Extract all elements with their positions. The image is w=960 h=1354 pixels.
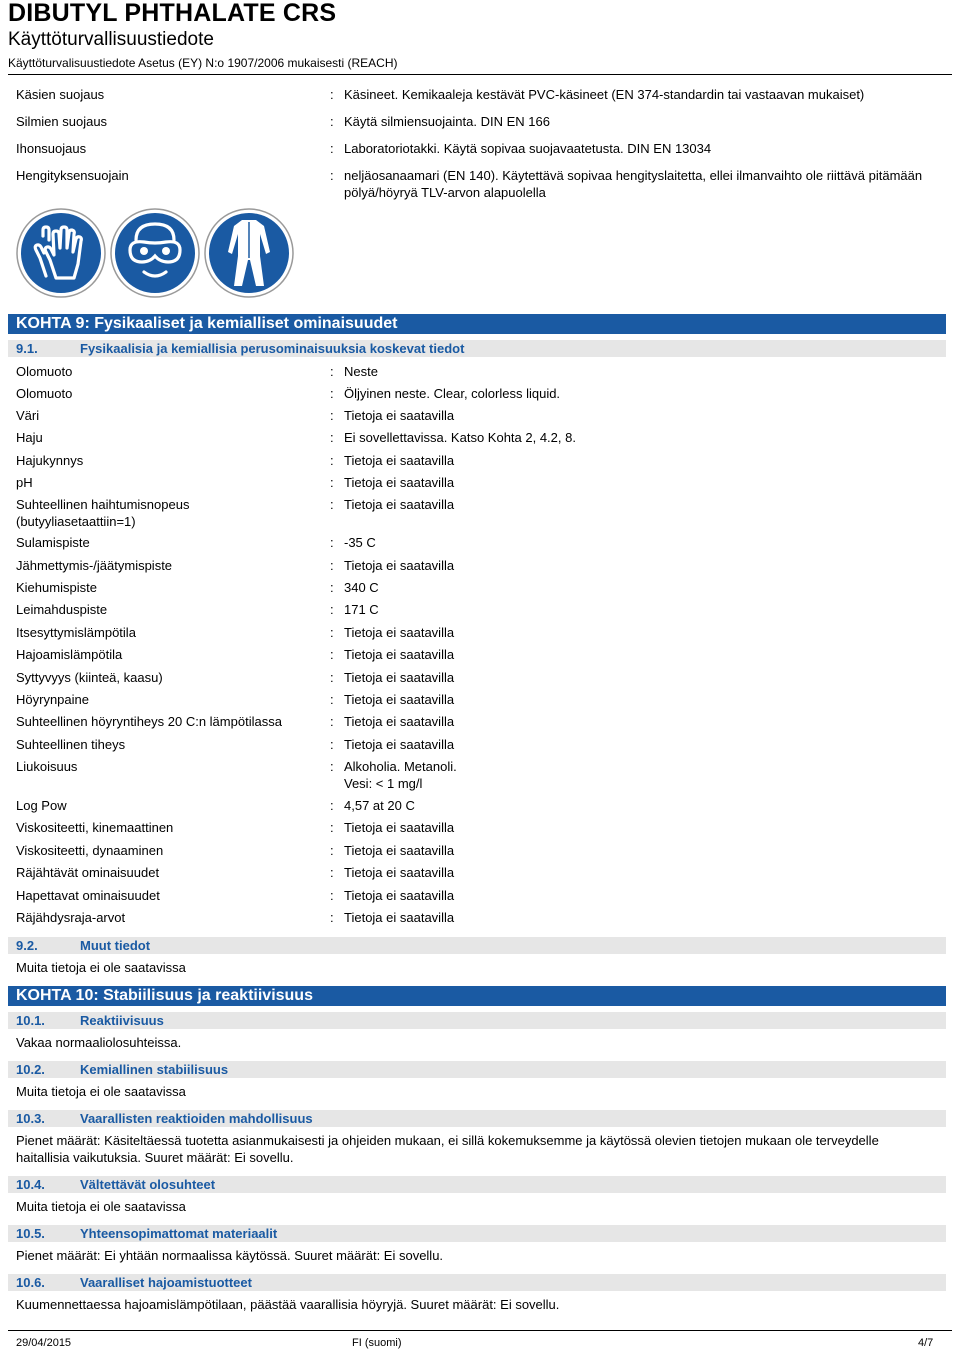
protection-value: Laboratoriotakki. Käytä sopivaa suojavaatetusta. DIN EN 13034 [344,141,712,156]
property-value: Tietoja ei saatavilla [344,475,455,490]
subsection-number: 10.6. [16,1275,45,1290]
section-10-header: KOHTA 10: Stabiilisuus ja reaktiivisuus [8,986,946,1006]
property-value: 340 C [344,580,379,595]
separator: : [330,798,334,813]
section-9-header: KOHTA 9: Fysikaaliset ja kemialliset ominaisuudet [8,314,946,334]
property-value: Öljyinen neste. Clear, colorless liquid. [344,386,561,401]
subsection-title: Vältettävät olosuhteet [80,1177,216,1192]
separator: : [330,558,334,573]
separator: : [330,453,334,468]
subsection-10-5-header [8,1225,946,1242]
property-value: Tietoja ei saatavilla [344,647,455,662]
property-value: Tietoja ei saatavilla [344,843,455,858]
property-label: Viskositeetti, kinemaattinen [16,820,174,835]
footer-page-number: 4/7 [918,1337,934,1349]
property-label: pH [16,475,33,490]
subsection-9-2-header [8,937,946,954]
subsection-10-1-header [8,1012,946,1029]
separator: : [330,497,334,512]
property-label: Syttyvyys (kiinteä, kaasu) [16,670,163,685]
property-value: Alkoholia. Metanoli. [344,759,457,774]
subsection-number: 10.4. [16,1177,45,1192]
separator: : [330,475,334,490]
property-value: Tietoja ei saatavilla [344,865,455,880]
property-label: Haju [16,430,43,445]
subsection-number: 10.5. [16,1226,45,1241]
goggles-icon [110,208,200,298]
subsection-text: Muita tietoja ei ole saatavissa [16,1199,186,1214]
property-label: Väri [16,408,40,423]
subsection-9-1-header [8,340,946,357]
subsection-text: Kuumennettaessa hajoamislämpötilaan, päästää vaarallisia höyryjä. Suuret määrät: Ei sovellu. [16,1297,560,1312]
footer-divider [8,1330,952,1331]
protection-label: Käsien suojaus [16,87,105,102]
separator: : [330,647,334,662]
property-value: Tietoja ei saatavilla [344,714,455,729]
property-label: Kiehumispiste [16,580,97,595]
property-value: Tietoja ei saatavilla [344,737,455,752]
property-value: Tietoja ei saatavilla [344,497,455,512]
separator: : [330,759,334,774]
property-value: Neste [344,364,378,379]
subsection-title: Muut tiedot [80,938,151,953]
ppe-pictograms [16,208,316,300]
subsection-10-2-header [8,1061,946,1078]
separator: : [330,364,334,379]
separator: : [330,141,334,156]
subsection-title: Vaaralliset hajoamistuotteet [80,1275,252,1290]
subsection-text: Muita tietoja ei ole saatavissa [16,960,186,975]
subsection-10-4-header [8,1176,946,1193]
property-value: -35 C [344,535,376,550]
property-label: Hajoamislämpötila [16,647,123,662]
subsection-number: 10.2. [16,1062,45,1077]
product-title: DIBUTYL PHTHALATE CRS [8,0,337,27]
document-header [8,0,952,71]
protection-value: neljäosanaamari (EN 140). Käytettävä sopivaa hengityslaitetta, ellei ilmanvaihto ole riittävä pitämään pölyä/höyryä TLV-arvon alapuolella [344,168,923,200]
subsection-text: Pienet määrät: Käsiteltäessä tuotetta asianmukaisesti ja ohjeiden mukaan, ei sillä kokemuksemme ja käytössä olevien tietojen mukaan ole terveydelle haitallisia vaikutuksia. Suuret määrät: Ei sovellu. [16,1133,879,1165]
separator: : [330,114,334,129]
protection-value: Käytä silmiensuojainta. DIN EN 166 [344,114,550,129]
property-label: Hapettavat ominaisuudet [16,888,160,903]
separator: : [330,888,334,903]
subsection-text: Muita tietoja ei ole saatavissa [16,1084,186,1099]
property-value: 171 C [344,602,379,617]
property-value: Tietoja ei saatavilla [344,625,455,640]
property-value: Vesi: < 1 mg/l [344,776,423,791]
property-value: Tietoja ei saatavilla [344,692,455,707]
subsection-title: Kemiallinen stabiilisuus [80,1062,229,1077]
property-label: Suhteellinen höyryntiheys 20 C:n lämpötilassa [16,714,282,729]
gloves-icon [16,208,106,298]
header-divider [8,74,952,75]
property-value: Tietoja ei saatavilla [344,558,455,573]
subsection-10-3-header [8,1110,946,1127]
property-label: Olomuoto [16,386,73,401]
property-label: Sulamispiste [16,535,90,550]
coverall-icon [204,208,294,298]
subsection-title: Fysikaalisia ja kemiallisia perusominaisuuksia koskevat tiedot [80,341,465,356]
subsection-number: 10.1. [16,1013,45,1028]
separator: : [330,408,334,423]
footer-language: FI (suomi) [352,1337,402,1349]
property-value: Tietoja ei saatavilla [344,888,455,903]
regulation-line: Käyttöturvalisuustiedote Asetus (EY) N:o 1907/2006 mukaisesti (REACH) [8,56,398,70]
property-label: Jähmettymis-/jäätymispiste [16,558,173,573]
separator: : [330,168,334,183]
separator: : [330,843,334,858]
subsection-title: Yhteensopimattomat materiaalit [80,1226,278,1241]
separator: : [330,625,334,640]
subsection-text: Vakaa normaaliolosuhteissa. [16,1035,182,1050]
protection-label: Silmien suojaus [16,114,108,129]
separator: : [330,714,334,729]
property-label: Olomuoto [16,364,73,379]
separator: : [330,87,334,102]
protection-value: Käsineet. Kemikaaleja kestävät PVC-käsineet (EN 374-standardin tai vastaavan mukaiset) [344,87,865,102]
property-label: Hajukynnys [16,453,84,468]
subsection-number: 9.2. [16,938,38,953]
property-value: Tietoja ei saatavilla [344,910,455,925]
property-label: Suhteellinen haihtumisnopeus (butyyliasetaattiin=1) [16,497,190,529]
separator: : [330,386,334,401]
property-value: Ei sovellettavissa. Katso Kohta 2, 4.2, 8. [344,430,576,445]
property-label: Räjähtävät ominaisuudet [16,865,160,880]
separator: : [330,430,334,445]
property-value: Tietoja ei saatavilla [344,820,455,835]
separator: : [330,910,334,925]
document-type: Käyttöturvallisuustiedote [8,29,214,50]
property-label: Viskositeetti, dynaaminen [16,843,164,858]
property-label: Suhteellinen tiheys [16,737,126,752]
property-label: Liukoisuus [16,759,78,774]
property-value: Tietoja ei saatavilla [344,453,455,468]
separator: : [330,602,334,617]
property-label: Räjähdysraja-arvot [16,910,126,925]
property-label: Höyrynpaine [16,692,89,707]
subsection-number: 9.1. [16,341,38,356]
subsection-title: Vaarallisten reaktioiden mahdollisuus [80,1111,313,1126]
property-value: Tietoja ei saatavilla [344,408,455,423]
property-value: 4,57 at 20 C [344,798,415,813]
subsection-title: Reaktiivisuus [80,1013,164,1028]
subsection-10-6-header [8,1274,946,1291]
footer-date: 29/04/2015 [16,1337,72,1349]
separator: : [330,865,334,880]
property-value: Tietoja ei saatavilla [344,670,455,685]
property-label: Log Pow [16,798,67,813]
separator: : [330,820,334,835]
separator: : [330,670,334,685]
protection-label: Ihonsuojaus [16,141,87,156]
separator: : [330,580,334,595]
property-label: Itsesyttymislämpötila [16,625,136,640]
separator: : [330,737,334,752]
property-label: Leimahduspiste [16,602,108,617]
subsection-text: Pienet määrät: Ei yhtään normaalissa käytössä. Suuret määrät: Ei sovellu. [16,1248,444,1263]
subsection-number: 10.3. [16,1111,45,1126]
separator: : [330,692,334,707]
protection-label: Hengityksensuojain [16,168,129,183]
separator: : [330,535,334,550]
